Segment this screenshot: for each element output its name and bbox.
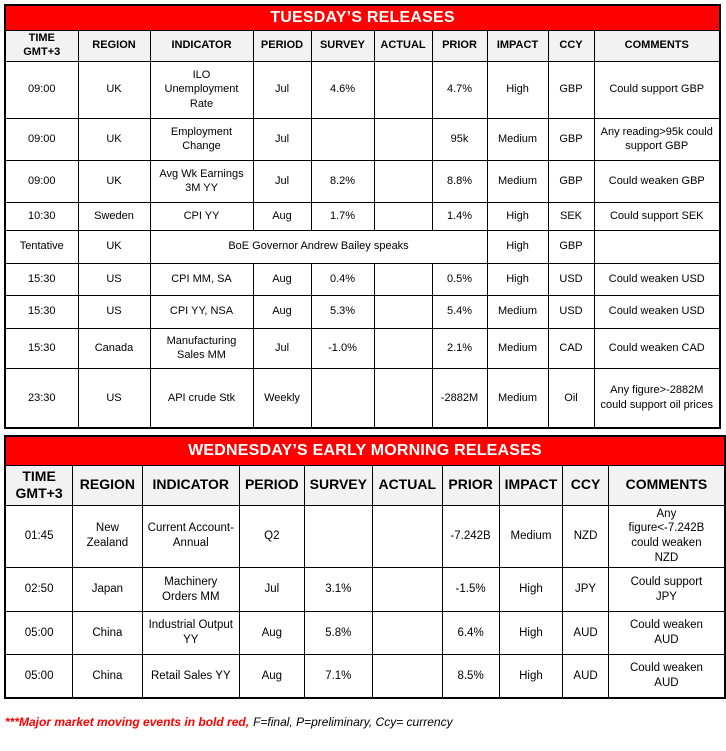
wednesday-releases-table bbox=[4, 435, 726, 699]
table-row bbox=[5, 655, 725, 698]
actual-cell bbox=[374, 368, 432, 428]
indicator-cell: CPI YY bbox=[150, 202, 253, 230]
time-cell: Tentative bbox=[5, 230, 78, 263]
column-header-actual: ACTUAL bbox=[374, 30, 432, 61]
region-cell: US bbox=[78, 263, 150, 295]
actual-cell bbox=[372, 612, 442, 655]
impact-cell: High bbox=[499, 612, 563, 655]
impact-cell: Medium bbox=[487, 160, 548, 202]
ccy-cell: AUD bbox=[563, 612, 609, 655]
table-row bbox=[5, 368, 720, 428]
time-cell: 10:30 bbox=[5, 202, 78, 230]
region-cell: UK bbox=[78, 230, 150, 263]
time-cell: 15:30 bbox=[5, 263, 78, 295]
period-cell: Aug bbox=[239, 655, 304, 698]
ccy-cell: GBP bbox=[548, 160, 594, 202]
prior-cell: 6.4% bbox=[442, 612, 499, 655]
comments-cell bbox=[594, 230, 720, 263]
region-cell: China bbox=[73, 655, 142, 698]
time-cell: 05:00 bbox=[5, 655, 73, 698]
actual-cell bbox=[372, 568, 442, 612]
ccy-cell: GBP bbox=[548, 61, 594, 118]
time-cell: 15:30 bbox=[5, 328, 78, 368]
survey-cell: 0.4% bbox=[311, 263, 374, 295]
comments-cell: Any figure<-7.242B could weaken NZD bbox=[608, 505, 725, 568]
prior-cell: 95k bbox=[432, 118, 487, 160]
survey-cell: -1.0% bbox=[311, 328, 374, 368]
impact-cell: Medium bbox=[487, 368, 548, 428]
column-header-period: PERIOD bbox=[239, 465, 304, 505]
ccy-cell: GBP bbox=[548, 118, 594, 160]
comments-cell: Could weaken GBP bbox=[594, 160, 720, 202]
ccy-cell: SEK bbox=[548, 202, 594, 230]
comments-cell: Could weaken USD bbox=[594, 295, 720, 328]
prior-cell: 4.7% bbox=[432, 61, 487, 118]
impact-cell: Medium bbox=[487, 295, 548, 328]
indicator-cell: Manufacturing Sales MM bbox=[150, 328, 253, 368]
survey-cell bbox=[304, 505, 372, 568]
indicator-cell: Retail Sales YY bbox=[142, 655, 239, 698]
period-cell: Aug bbox=[253, 202, 311, 230]
prior-cell: 1.4% bbox=[432, 202, 487, 230]
comments-cell: Any figure>-2882M could support oil prices bbox=[594, 368, 720, 428]
time-cell: 15:30 bbox=[5, 295, 78, 328]
impact-cell: High bbox=[499, 655, 563, 698]
comments-cell: Any reading>95k could support GBP bbox=[594, 118, 720, 160]
actual-cell bbox=[374, 118, 432, 160]
column-header-actual: ACTUAL bbox=[372, 465, 442, 505]
table-row bbox=[5, 505, 725, 568]
region-cell: UK bbox=[78, 61, 150, 118]
indicator-cell: Avg Wk Earnings 3M YY bbox=[150, 160, 253, 202]
indicator-cell: CPI MM, SA bbox=[150, 263, 253, 295]
indicator-cell: API crude Stk bbox=[150, 368, 253, 428]
region-cell: US bbox=[78, 368, 150, 428]
column-header-indicator: INDICATOR bbox=[142, 465, 239, 505]
ccy-cell: Oil bbox=[548, 368, 594, 428]
actual-cell bbox=[374, 295, 432, 328]
prior-cell: 5.4% bbox=[432, 295, 487, 328]
region-cell: UK bbox=[78, 160, 150, 202]
survey-cell: 7.1% bbox=[304, 655, 372, 698]
column-header-survey: SURVEY bbox=[311, 30, 374, 61]
time-cell: 09:00 bbox=[5, 160, 78, 202]
column-header-comments: COMMENTS bbox=[594, 30, 720, 61]
ccy-cell: NZD bbox=[563, 505, 609, 568]
tuesday-releases-table bbox=[4, 4, 721, 429]
actual-cell bbox=[374, 202, 432, 230]
survey-cell bbox=[311, 118, 374, 160]
region-cell: UK bbox=[78, 118, 150, 160]
column-header-impact: IMPACT bbox=[487, 30, 548, 61]
actual-cell bbox=[372, 505, 442, 568]
column-header-ccy: CCY bbox=[563, 465, 609, 505]
table-row bbox=[5, 328, 720, 368]
ccy-cell: GBP bbox=[548, 230, 594, 263]
region-cell: China bbox=[73, 612, 142, 655]
impact-cell: High bbox=[499, 568, 563, 612]
region-cell: Japan bbox=[73, 568, 142, 612]
period-cell: Q2 bbox=[239, 505, 304, 568]
footnote-highlight: ***Major market moving events in bold red, bbox=[5, 714, 250, 729]
column-header-region: REGION bbox=[73, 465, 142, 505]
indicator-cell: Machinery Orders MM bbox=[142, 568, 239, 612]
column-header-time: TIME GMT+3 bbox=[5, 30, 78, 61]
table-row bbox=[5, 295, 720, 328]
time-cell: 23:30 bbox=[5, 368, 78, 428]
column-header-period: PERIOD bbox=[253, 30, 311, 61]
table-row bbox=[5, 263, 720, 295]
time-cell: 02:50 bbox=[5, 568, 73, 612]
column-header-time: TIME GMT+3 bbox=[5, 465, 73, 505]
table-row bbox=[5, 160, 720, 202]
time-cell: 05:00 bbox=[5, 612, 73, 655]
table-row bbox=[5, 202, 720, 230]
column-header-prior: PRIOR bbox=[442, 465, 499, 505]
impact-cell: Medium bbox=[499, 505, 563, 568]
comments-cell: Could weaken AUD bbox=[608, 612, 725, 655]
prior-cell: 8.8% bbox=[432, 160, 487, 202]
time-cell: 09:00 bbox=[5, 118, 78, 160]
indicator-cell: ILO Unemployment Rate bbox=[150, 61, 253, 118]
survey-cell: 1.7% bbox=[311, 202, 374, 230]
ccy-cell: CAD bbox=[548, 328, 594, 368]
period-cell: Jul bbox=[253, 118, 311, 160]
table-row bbox=[5, 230, 720, 263]
survey-cell: 8.2% bbox=[311, 160, 374, 202]
indicator-cell: Current Account- Annual bbox=[142, 505, 239, 568]
prior-cell: -1.5% bbox=[442, 568, 499, 612]
survey-cell: 5.8% bbox=[304, 612, 372, 655]
column-header-ccy: CCY bbox=[548, 30, 594, 61]
ccy-cell: USD bbox=[548, 263, 594, 295]
event-cell: BoE Governor Andrew Bailey speaks bbox=[150, 230, 487, 263]
column-header-impact: IMPACT bbox=[499, 465, 563, 505]
ccy-cell: AUD bbox=[563, 655, 609, 698]
period-cell: Aug bbox=[253, 295, 311, 328]
table-row bbox=[5, 568, 725, 612]
actual-cell bbox=[374, 263, 432, 295]
impact-cell: Medium bbox=[487, 328, 548, 368]
prior-cell: 2.1% bbox=[432, 328, 487, 368]
prior-cell: 8.5% bbox=[442, 655, 499, 698]
actual-cell bbox=[374, 160, 432, 202]
impact-cell: High bbox=[487, 263, 548, 295]
period-cell: Jul bbox=[253, 160, 311, 202]
region-cell: US bbox=[78, 295, 150, 328]
table-row bbox=[5, 61, 720, 118]
comments-cell: Could support JPY bbox=[608, 568, 725, 612]
comments-cell: Could support SEK bbox=[594, 202, 720, 230]
column-header-row bbox=[5, 465, 725, 505]
impact-cell: Medium bbox=[487, 118, 548, 160]
footnote-legend: F=final, P=preliminary, Ccy= currency bbox=[253, 714, 453, 729]
time-cell: 09:00 bbox=[5, 61, 78, 118]
table-row bbox=[5, 118, 720, 160]
comments-cell: Could weaken AUD bbox=[608, 655, 725, 698]
column-header-region: REGION bbox=[78, 30, 150, 61]
survey-cell: 3.1% bbox=[304, 568, 372, 612]
ccy-cell: JPY bbox=[563, 568, 609, 612]
region-cell: Sweden bbox=[78, 202, 150, 230]
survey-cell bbox=[311, 368, 374, 428]
region-cell: Canada bbox=[78, 328, 150, 368]
comments-cell: Could weaken CAD bbox=[594, 328, 720, 368]
comments-cell: Could weaken USD bbox=[594, 263, 720, 295]
impact-cell: High bbox=[487, 61, 548, 118]
indicator-cell: Employment Change bbox=[150, 118, 253, 160]
region-cell: New Zealand bbox=[73, 505, 142, 568]
indicator-cell: Industrial Output YY bbox=[142, 612, 239, 655]
table-title: WEDNESDAY’S EARLY MORNING RELEASES bbox=[5, 436, 725, 465]
comments-cell: Could support GBP bbox=[594, 61, 720, 118]
survey-cell: 5.3% bbox=[311, 295, 374, 328]
prior-cell: -2882M bbox=[432, 368, 487, 428]
survey-cell: 4.6% bbox=[311, 61, 374, 118]
period-cell: Aug bbox=[253, 263, 311, 295]
time-cell: 01:45 bbox=[5, 505, 73, 568]
column-header-indicator: INDICATOR bbox=[150, 30, 253, 61]
indicator-cell: CPI YY, NSA bbox=[150, 295, 253, 328]
period-cell: Jul bbox=[239, 568, 304, 612]
table-title: TUESDAY’S RELEASES bbox=[5, 5, 720, 30]
period-cell: Jul bbox=[253, 61, 311, 118]
impact-cell: High bbox=[487, 230, 548, 263]
period-cell: Jul bbox=[253, 328, 311, 368]
column-header-survey: SURVEY bbox=[304, 465, 372, 505]
period-cell: Weekly bbox=[253, 368, 311, 428]
actual-cell bbox=[372, 655, 442, 698]
footnote bbox=[5, 715, 726, 729]
actual-cell bbox=[374, 61, 432, 118]
prior-cell: -7.242B bbox=[442, 505, 499, 568]
ccy-cell: USD bbox=[548, 295, 594, 328]
column-header-row bbox=[5, 30, 720, 61]
column-header-comments: COMMENTS bbox=[608, 465, 725, 505]
table-row bbox=[5, 612, 725, 655]
period-cell: Aug bbox=[239, 612, 304, 655]
impact-cell: High bbox=[487, 202, 548, 230]
actual-cell bbox=[374, 328, 432, 368]
column-header-prior: PRIOR bbox=[432, 30, 487, 61]
prior-cell: 0.5% bbox=[432, 263, 487, 295]
